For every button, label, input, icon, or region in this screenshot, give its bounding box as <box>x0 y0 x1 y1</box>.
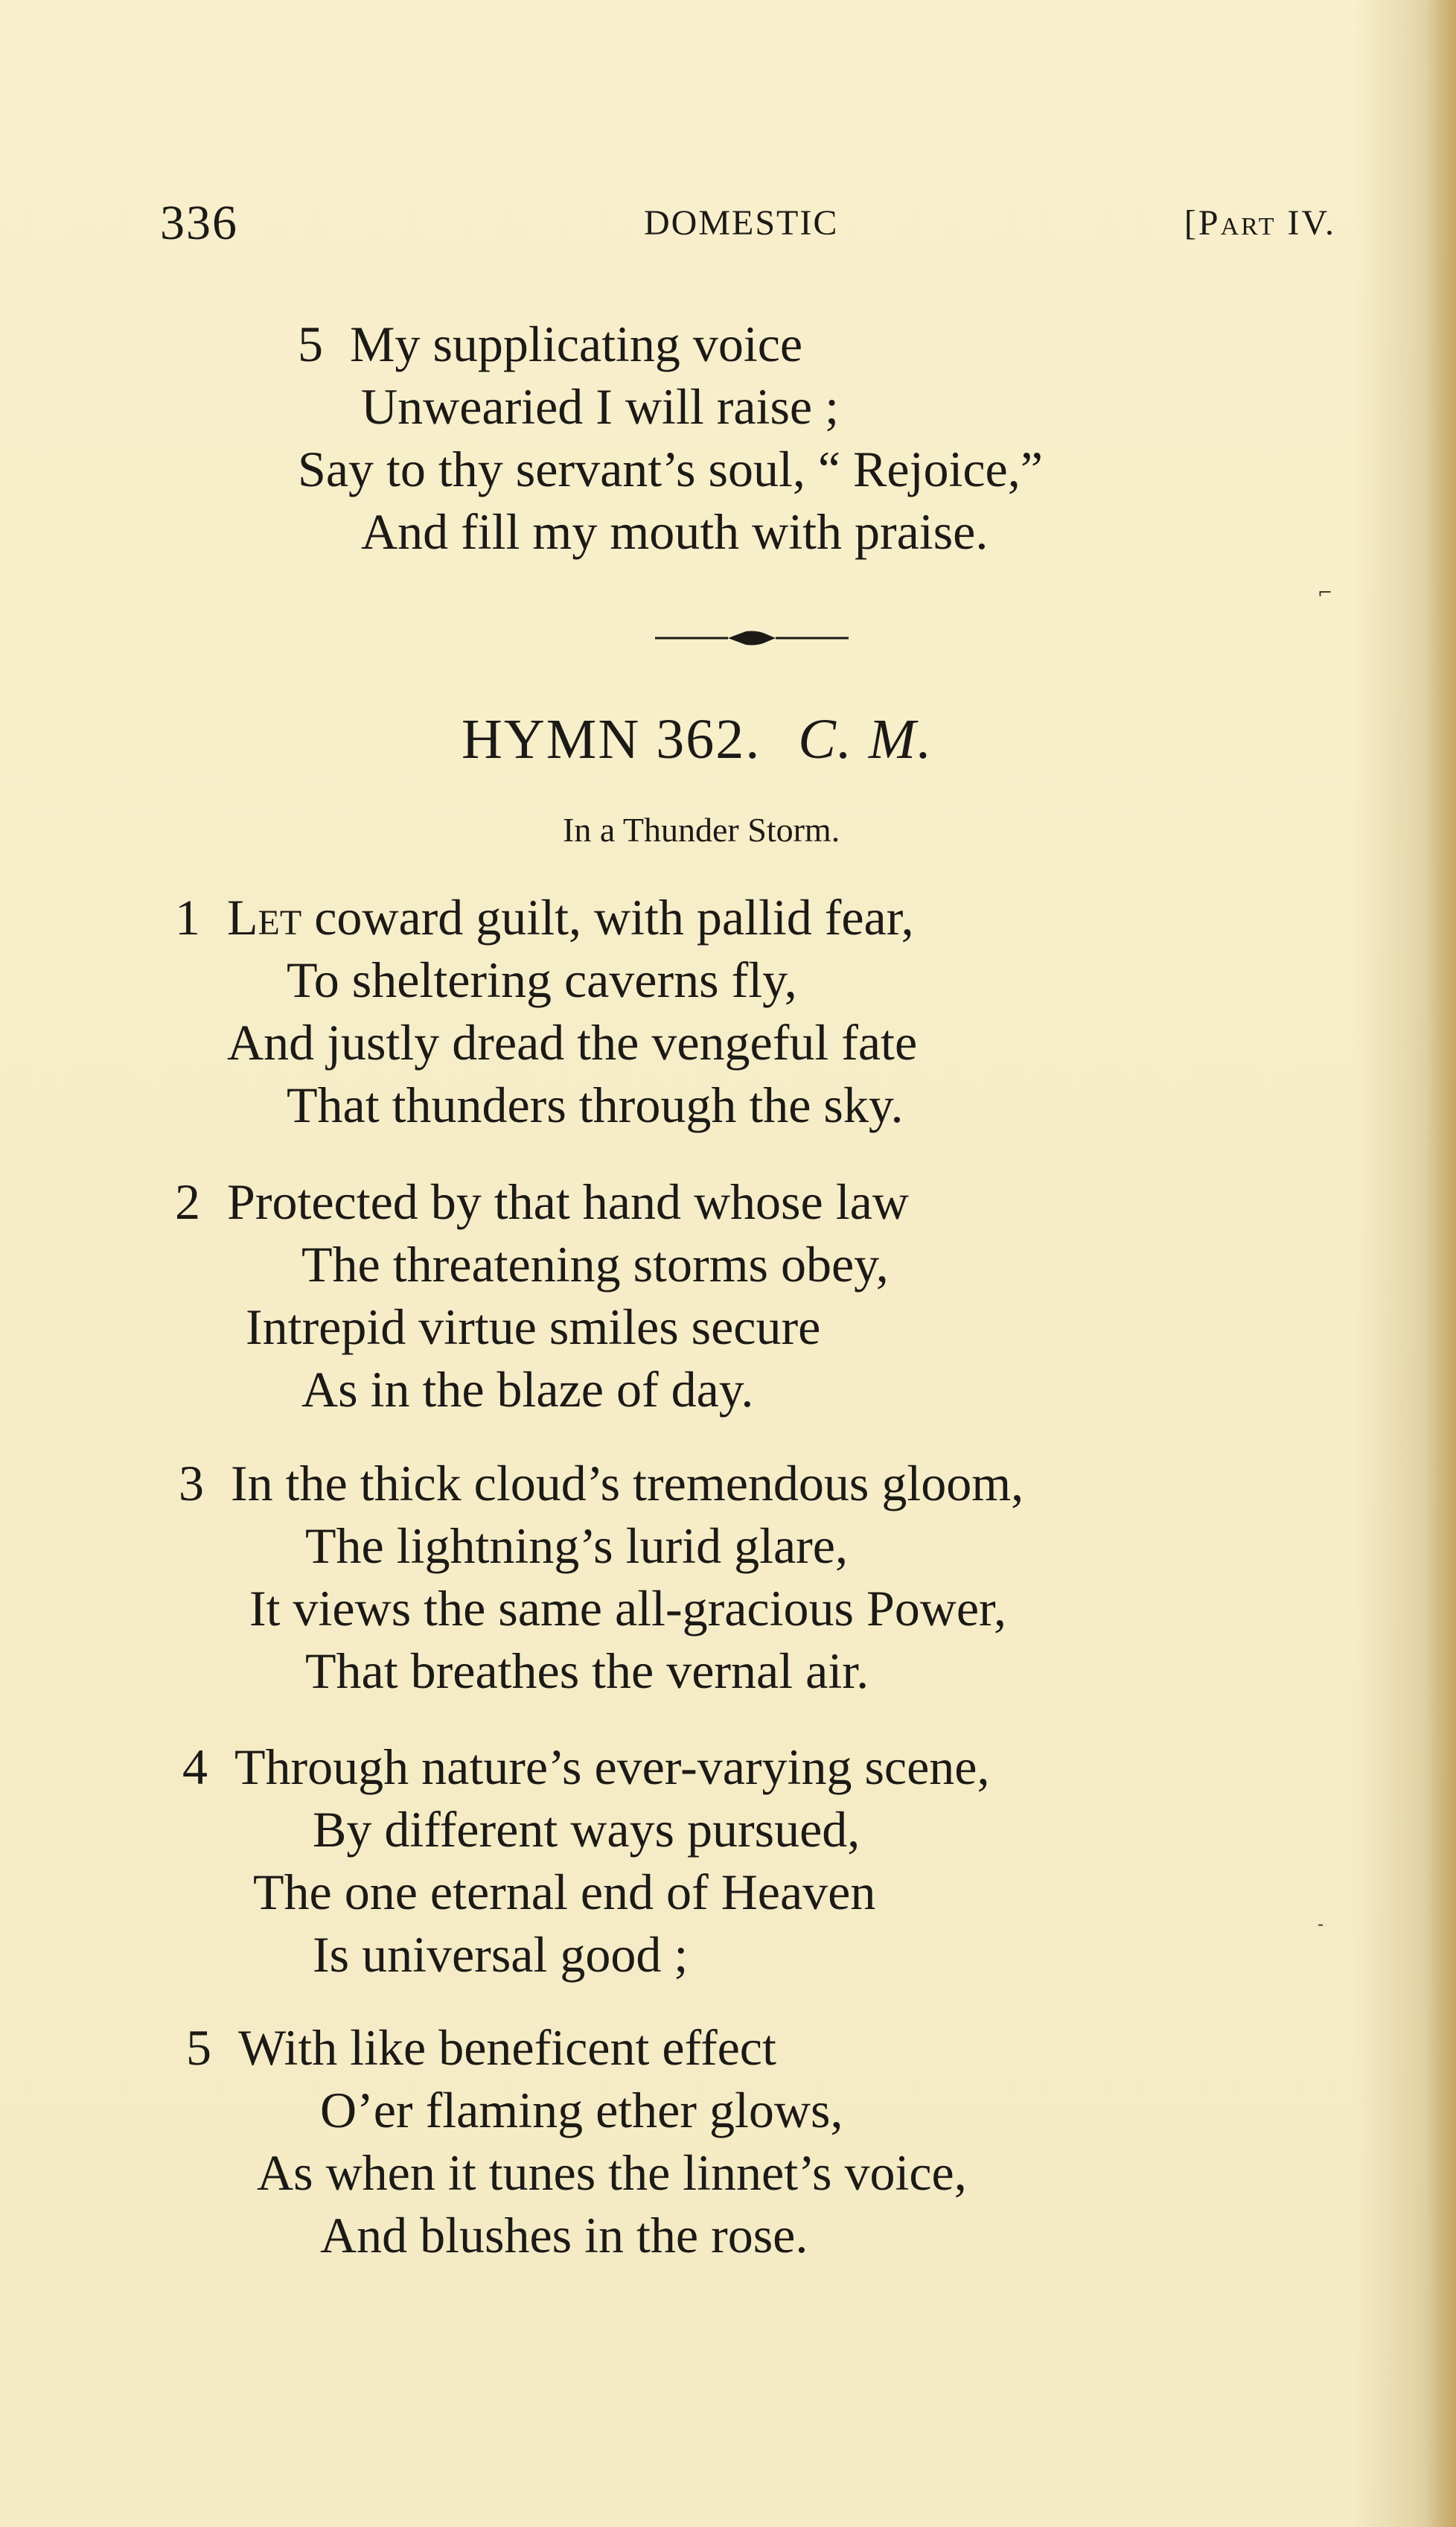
stanza-line: 4 Through nature’s ever-varying scene, <box>182 1736 989 1798</box>
page-number: 336 <box>160 196 238 250</box>
stanza-line: 5 My supplicating voice <box>298 313 1043 375</box>
prev-hymn-stanza-5 <box>298 313 1043 563</box>
stanza-line: To sheltering caverns fly, <box>287 952 797 1008</box>
hymn-title <box>462 707 933 772</box>
stanza-line: And fill my mouth with praise. <box>361 503 989 560</box>
stanza-line: Is universal good ; <box>313 1926 689 1983</box>
stanza-line: The one eternal end of Heaven <box>253 1864 876 1920</box>
stanza-number: 5 <box>186 2019 211 2076</box>
stanza-number: 4 <box>182 1739 208 1795</box>
stanza-line: Say to thy servant’s soul, “ Rejoice,” <box>298 441 1043 497</box>
stray-print-mark: ⌐ <box>1318 582 1333 603</box>
stanza-line: The lightning’s lurid glare, <box>305 1517 848 1574</box>
hymn-number: HYMN 362. <box>462 708 761 771</box>
hymn-stanza-1 <box>175 886 917 1136</box>
stanza-number: 3 <box>179 1455 204 1511</box>
page-edge-shading <box>1426 0 1456 2527</box>
stanza-line: 1 Let coward guilt, with pallid fear, <box>175 886 917 949</box>
stanza-line: That thunders through the sky. <box>287 1077 904 1133</box>
stanza-line: As when it tunes the linnet’s voice, <box>257 2144 967 2201</box>
hymn-meter: C. M. <box>798 708 933 771</box>
stanza-line: Intrepid virtue smiles secure <box>246 1298 821 1355</box>
hymn-subtitle: In a Thunder Storm. <box>563 811 840 849</box>
running-head: DOMESTIC <box>644 203 839 243</box>
hymn-stanza-4 <box>182 1736 989 1986</box>
stanza-line: 3 In the thick cloud’s tremendous gloom, <box>179 1452 1024 1514</box>
stanza-number: 1 <box>175 889 200 946</box>
stray-print-mark: - <box>1318 1913 1324 1934</box>
stanza-line: The threatening storms obey, <box>301 1236 889 1293</box>
stanza-line: That breathes the vernal air. <box>305 1642 869 1699</box>
stanza-number: 2 <box>175 1173 200 1230</box>
hymn-stanza-2 <box>175 1170 909 1421</box>
stanza-line: 5 With like beneficent effect <box>186 2016 967 2079</box>
stanza-line: It views the same all-gracious Power, <box>249 1580 1006 1637</box>
stanza-number: 5 <box>298 316 323 372</box>
hymn-stanza-5 <box>186 2016 967 2266</box>
stanza-line: O’er flaming ether glows, <box>320 2082 843 2138</box>
stanza-first-word: Let <box>227 889 302 946</box>
stanza-line: As in the blaze of day. <box>301 1361 754 1418</box>
page-header <box>160 195 1336 255</box>
stanza-line: 2 Protected by that hand whose law <box>175 1170 909 1233</box>
stanza-line: Unwearied I will raise ; <box>361 378 839 435</box>
stanza-line: And justly dread the vengeful fate <box>227 1014 918 1071</box>
ornamental-divider <box>655 627 849 649</box>
stanza-line: And blushes in the rose. <box>320 2207 808 2263</box>
hymn-stanza-3 <box>179 1452 1024 1702</box>
part-label: [Part IV. <box>1184 203 1336 243</box>
stanza-line: By different ways pursued, <box>313 1801 860 1858</box>
